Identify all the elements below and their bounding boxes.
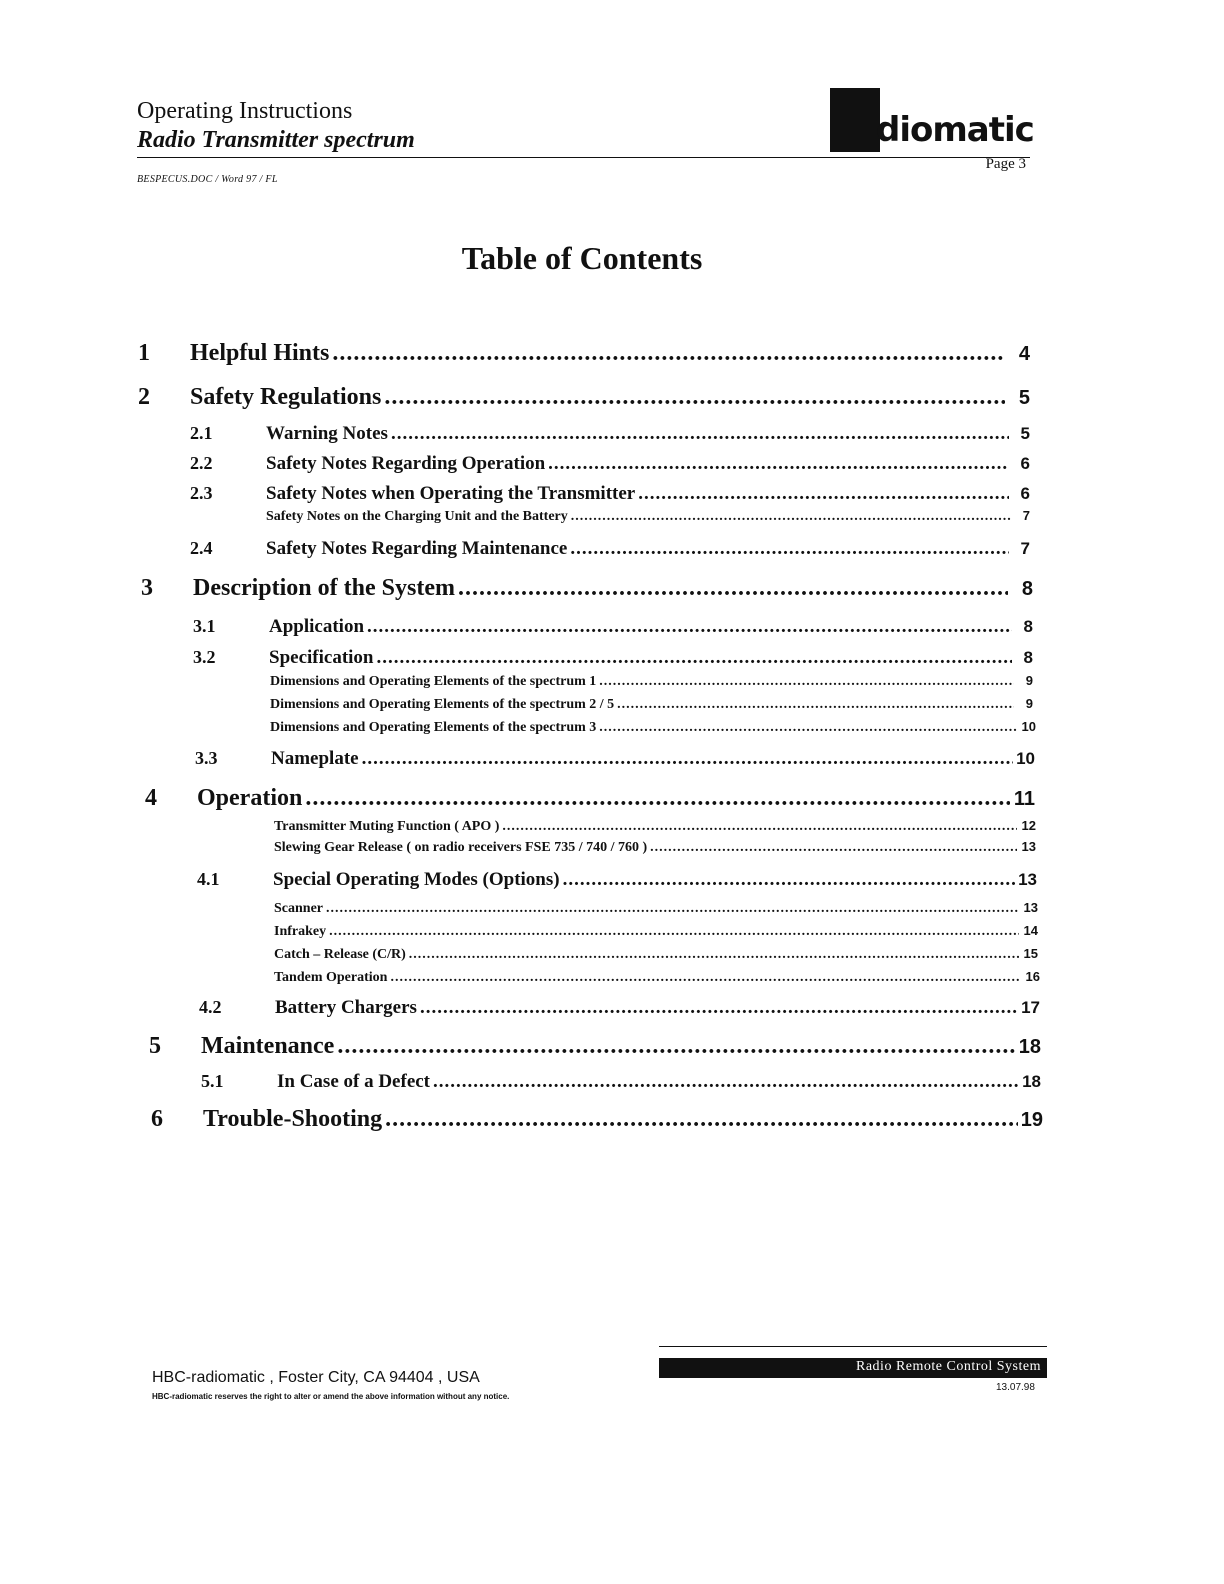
toc-entry-page: 6 [1020,484,1030,503]
toc-entry-number: 2 [138,384,150,410]
toc-entry[interactable] [193,616,1033,638]
toc-entry-number: 3.1 [193,616,216,636]
header-subtitle: Radio Transmitter spectrum [137,127,415,153]
toc-entry-page: 15 [1023,946,1038,961]
toc-leader-dots [548,453,1009,475]
toc-leader-dots [367,616,1012,638]
toc-entry[interactable] [141,575,1033,602]
toc-leader-dots [599,674,1014,690]
toc-entry[interactable] [197,869,1037,891]
toc-entry[interactable] [274,839,1036,856]
footer-address: HBC-radiomatic , Foster City, CA 94404 , USA [152,1369,480,1386]
toc-leader-dots [570,538,1009,560]
footer-banner [659,1358,1047,1378]
toc-entry-label: Safety Notes Regarding Maintenance [266,538,568,559]
toc-entry-label: Operation [197,785,303,811]
toc-leader-dots [563,869,1015,891]
toc-entry-label: Safety Notes on the Charging Unit and the Battery [266,509,568,524]
toc-entry[interactable] [274,900,1038,917]
toc-entry[interactable] [193,647,1033,669]
toc-leader-dots [391,423,1009,445]
toc-entry[interactable] [190,483,1030,505]
toc-leader-dots [409,947,1019,963]
toc-entry-page: 13 [1021,839,1036,854]
toc-entry-number: 5.1 [201,1071,224,1091]
toc-entry-label: Specification [269,647,374,668]
toc-entry-page: 5 [1018,387,1030,409]
toc-entry[interactable] [266,508,1030,525]
toc-entry[interactable] [274,818,1036,835]
toc-title: Table of Contents [461,240,703,276]
toc-entry-page: 18 [1018,1036,1041,1058]
toc-entry-label: Maintenance [201,1033,335,1059]
toc-entry-number: 4 [145,785,157,811]
toc-entry-page: 14 [1023,923,1038,938]
toc-entry[interactable] [201,1071,1041,1093]
toc-entry-label: Warning Notes [266,423,388,444]
toc-entry-label: Safety Notes when Operating the Transmitter [266,483,636,504]
toc-entry-label: Tandem Operation [274,970,388,985]
toc-entry-page: 7 [1022,508,1030,523]
toc-entry-label: Nameplate [271,748,359,769]
toc-entry-number: 5 [149,1033,161,1059]
toc-entry-page: 12 [1021,818,1036,833]
toc-leader-dots [433,1071,1019,1093]
toc-entry[interactable] [190,538,1030,560]
toc-entry-label: Special Operating Modes (Options) [273,869,560,890]
toc-entry-page: 13 [1018,870,1037,889]
toc-entry-label: Description of the System [193,575,455,601]
toc-leader-dots [384,384,1005,411]
toc-entry-number: 4.2 [199,997,222,1017]
toc-entry-page: 10 [1021,719,1036,734]
toc-leader-dots [362,748,1013,770]
toc-entry-label: Scanner [274,901,323,916]
toc-entry-number: 2.4 [190,538,213,558]
toc-leader-dots [332,340,1005,367]
toc-entry[interactable] [190,423,1030,445]
toc-entry-label: Application [269,616,365,637]
page-number: Page 3 [985,156,1026,172]
toc-entry-label: Infrakey [274,924,327,939]
toc-leader-dots [329,924,1019,940]
toc-leader-dots [337,1033,1015,1060]
toc-leader-dots [377,647,1013,669]
toc-entry[interactable] [270,696,1033,713]
toc-leader-dots [650,840,1017,856]
toc-leader-dots [617,697,1014,713]
toc-leader-dots [390,970,1021,986]
toc-entry-number: 2.2 [190,453,213,473]
toc-entry[interactable] [274,969,1040,986]
toc-entry-label: Safety Regulations [190,384,382,410]
toc-leader-dots [638,483,1009,505]
toc-entry[interactable] [149,1033,1041,1060]
toc-entry-page: 10 [1016,749,1035,768]
toc-entry-label: Helpful Hints [190,340,330,366]
toc-entry-label: Catch – Release (C/R) [274,947,406,962]
footer-notice: HBC-radiomatic reserves the right to alter or amend the above information without any notice. [152,1392,510,1401]
toc-leader-dots [385,1106,1018,1133]
toc-entry-label: In Case of a Defect [277,1071,431,1092]
toc-entry[interactable] [270,673,1033,690]
toc-entry-label: Trouble-Shooting [203,1106,383,1132]
toc-entry-page: 6 [1020,454,1030,473]
toc-leader-dots [599,720,1017,736]
toc-entry-number: 3.2 [193,647,216,667]
footer-date: 13.07.98 [996,1382,1035,1393]
toc-leader-dots [571,509,1011,525]
toc-entry-page: 8 [1021,578,1033,600]
toc-leader-dots [502,819,1017,835]
toc-entry[interactable] [274,946,1038,963]
toc-entry-page: 5 [1020,424,1030,443]
toc-entry-page: 11 [1013,788,1035,810]
toc-entry-page: 19 [1020,1109,1043,1131]
toc-entry-label: Dimensions and Operating Elements of the spectrum 3 [270,720,597,735]
toc-entry[interactable] [151,1106,1043,1133]
toc-entry[interactable] [145,785,1035,812]
toc-leader-dots [305,785,1010,812]
toc-entry-number: 4.1 [197,869,220,889]
toc-entry[interactable] [138,340,1030,367]
toc-entry-label: Dimensions and Operating Elements of the spectrum 2 / 5 [270,697,615,712]
toc-entry-page: 4 [1018,343,1030,365]
toc-entry-number: 1 [138,340,150,366]
toc-entry[interactable] [274,923,1038,940]
toc-entry-page: 9 [1025,696,1033,711]
toc-entry-number: 6 [151,1106,163,1132]
toc-entry-label: Safety Notes Regarding Operation [266,453,546,474]
toc-entry-label: Battery Chargers [275,997,417,1018]
toc-entry-number: 2.1 [190,423,213,443]
header-title: Operating Instructions [137,98,353,124]
toc-entry-page: 18 [1022,1072,1041,1091]
toc-entry-label: Transmitter Muting Function ( APO ) [274,819,500,834]
toc-entry[interactable] [138,384,1030,411]
header-doc-ref: BESPECUS.DOC / Word 97 / FL [137,174,278,185]
toc-entry[interactable] [195,748,1035,770]
footer-rule [659,1346,1047,1347]
toc-entry[interactable] [270,719,1036,736]
toc-entry[interactable] [199,997,1040,1019]
toc-entry-number: 3.3 [195,748,218,768]
toc-entry-number: 2.3 [190,483,213,503]
toc-entry-page: 7 [1020,539,1030,558]
toc-entry-label: Slewing Gear Release ( on radio receivers FSE 735 / 740 / 760 ) [274,840,648,855]
toc-entry-page: 8 [1023,617,1033,636]
toc-entry-page: 9 [1025,673,1033,688]
footer-banner-text: Radio Remote Control System [856,1359,1041,1374]
toc-entry-page: 17 [1021,998,1040,1017]
toc-leader-dots [458,575,1008,602]
logo-wordmark: diomatic [876,110,1034,150]
toc-entry-label: Dimensions and Operating Elements of the spectrum 1 [270,674,597,689]
toc-entry-page: 16 [1025,969,1040,984]
toc-leader-dots [420,997,1018,1019]
toc-entry-page: 13 [1023,900,1038,915]
toc-entry-number: 3 [141,575,153,601]
toc-entry[interactable] [190,453,1030,475]
toc-leader-dots [326,901,1019,917]
toc-entry-page: 8 [1023,648,1033,667]
